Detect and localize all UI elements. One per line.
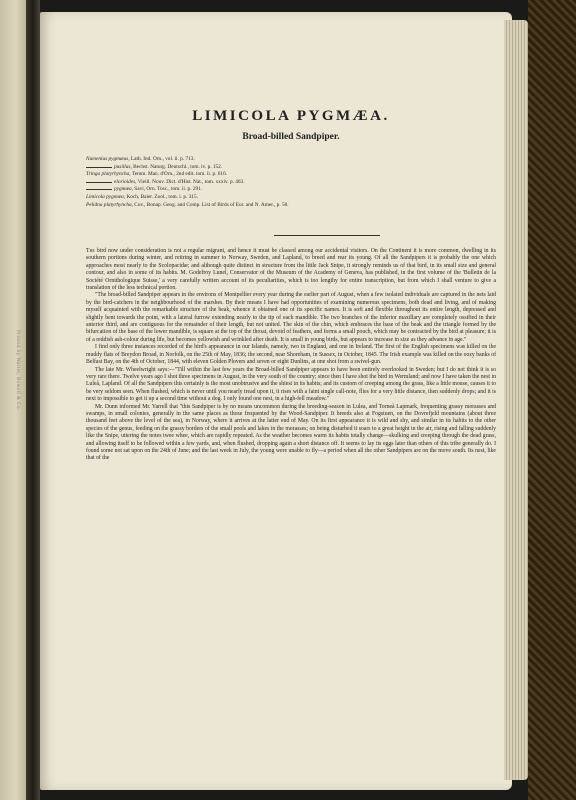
ditto-dash bbox=[86, 164, 112, 168]
synonym-entry bbox=[86, 179, 496, 187]
synonym-name: Pelidna platyrhyncha, bbox=[86, 201, 133, 208]
synonym-reference: Lath. Ind. Orn., vol. ii. p. 713. bbox=[129, 156, 195, 162]
body-paragraph bbox=[86, 292, 496, 344]
paragraph-text: Mr. Dunn informed Mr. Yarrell that "this Sandpiper is by no means uncommon during the breeding-season in Lulea, and Torneå Lapmark, frequenting grassy morasses and swamps, in small colonies, generally in the same places as those frequented by the Wood-Sandpiper. It breeds also at Fogstuen, on the Dovrefjeld mountains (about three thousand feet above the level of the sea), in Norway, where it arrives at the latter end of May. On its first appearance it is wild and shy, and similar in its habits to the other species of the genus, feeding on the grassy borders of the small pools and lakes in the morasses; on being disturbed it soars to a great height in the air, rising and falling suddenly like the Snipe, uttering the notes twee whee, which are rapidly repeated. As the weather becomes warm its habits totally change—skulking and creeping through the dead grass, and allowing itself to be followed within a few yards, and, when flushed, dropping again a short distance off. It seems to lay its eggs later than others of this tribe generally do. I found some not sat upon on the 24th of June; and the last week in July, the young were unable to fly—a period when all the other Sandpipers are on the move south. Its nest, like that of the bbox=[86, 403, 496, 462]
body-paragraph bbox=[86, 344, 496, 366]
synonym-reference: Koch, Baier. Zool., tom. i. p. 315. bbox=[125, 193, 198, 200]
synonym-reference: Temm. Man. d'Orn., 2nd edit. tom. ii. p. 616. bbox=[130, 171, 228, 178]
synonym-name: Tringa platyrhyncha, bbox=[86, 171, 131, 178]
section-divider bbox=[274, 235, 380, 236]
paragraph-text: I find only three instances recorded of the bird's appearance in our Islands, namely, two in England, and one in Ireland. The first of the English specimens was killed on the muddy flats of Breydon Broad, in Norfolk, on the 25th of May, 1836; the second, near Shoreham, in Sussex, in October, 1845. The Irish example was killed on the oozy banks of Belfast Bay, on the 4th of October, 1844, with eleven Golden Plovers and seven or eight Dunlins, at one shot from a swivel-gun. bbox=[86, 344, 496, 366]
opening-word: The bbox=[86, 248, 95, 254]
synonym-entry bbox=[86, 164, 496, 172]
page-edges bbox=[504, 20, 528, 780]
synonym-reference: Cuv., Bonap. Geog. and Comp. List of Birds of Eur. and N. Amer., p. 50. bbox=[132, 201, 289, 208]
synonym-name: elorioides, bbox=[114, 178, 137, 185]
synonym-entry bbox=[86, 194, 496, 202]
synonym-name: pusillus, bbox=[114, 163, 132, 170]
ditto-dash bbox=[86, 186, 112, 190]
synonym-entry bbox=[86, 186, 496, 194]
synonym-list bbox=[86, 156, 496, 209]
synonym-name: pygmæa, bbox=[114, 186, 133, 193]
synonym-reference: Vieill. Nouv. Dict. d'Hist. Nat., tom. xxxiv. p. 463. bbox=[136, 178, 245, 185]
left-page-edge bbox=[0, 0, 26, 800]
page-title: LIMICOLA PYGMÆA. bbox=[192, 108, 390, 124]
book-cover-edge bbox=[528, 0, 576, 800]
synonym-reference: Savi, Orn. Tosc., tom. ii. p. 291. bbox=[132, 186, 203, 193]
paragraph-text: bird now under consideration is not a regular migrant, and hence it must be classed among our accidental visitors. On the Continent it is more common, dwelling in its southern portions during winter, and retiring in summer to Norway, Sweden, and Lapland, to breed and rear its young. Of all the Sandpipers it is probably the one which approaches most nearly to the Scolopacidæ; and although quite distinct in structure from the little Jack Snipe, it strongly reminds us of that bird, in its small size and general contour, and also in some of its habits. M. Godefroy Lunel, Conservator of the Museum of the Academy of Geneva, has published, in the first volume of the 'Bulletin de la Société Ornithologique Suisse,' a very carefully written account of its peculiarities, which is too lengthy for entire transcription, but from which I shall venture to give a translation of the less technical portion. bbox=[86, 248, 496, 292]
paragraph-text: "The broad-billed Sandpiper appears in the environs of Montpellier every year during the earlier part of August, when a few isolated individuals are captured in the nets laid by the bird-catchers in the neighbourhood of the marshes. By their means I have had opportunities of examining numerous specimens, both dead and living, and of making myself acquainted with the remarkable structure of the beak, whence it obtained one of its specific names. It is soft and flexible throughout its entire length, depressed and slightly bent towards the point, with a lateral furrow extending nearly to the tip of each mandible. The two branches of the inferior maxillary are completely ossified in their anterior third, and are contiguous for the remainder of their length, but not united. The skin of the chin, which embraces the base of the beak and the triangle formed by the bifurcation of the base of the lower mandible, is square at the top of the throat, devoid of feathers, and forms a small pouch, which may be contracted by the bird at pleasure; it is of a reddish ash-colour during life, but becomes yellowish and wrinkled after death. It is small in young birds, but appears to increase in size as they advance in age." bbox=[86, 292, 496, 343]
synonym-name: Limicola pygmæa, bbox=[86, 193, 126, 200]
ditto-dash bbox=[86, 179, 112, 183]
book-gutter bbox=[26, 0, 40, 800]
page-subtitle: Broad-billed Sandpiper. bbox=[242, 132, 340, 142]
synonym-entry bbox=[86, 156, 496, 164]
left-page-imprint: Printed by Walter, Bowell & Co. bbox=[15, 330, 20, 411]
body-paragraph bbox=[86, 404, 496, 463]
body-paragraph bbox=[86, 367, 496, 404]
paragraph-text: The late Mr. Wheelwright says:—"Till within the last few years the Broad-billed Sandpiper appears to have been entirely overlooked in Sweden; but I do not think it is so very rare there. Twelve years ago I shot three specimens in August, in the very south of the country; since then I have shot the bird in Wermland; and now I have taken the nest in Luleå, Lapland. Of all the Sandpipers this certainly is the most unobtrusive and the shiest in its habits; and its custom of creeping among the grass, like a little mouse, causes it to be very seldom seen. When flushed, which is never until you nearly tread upon it, it rises with a faint single call-note, flies for a very little distance, then suddenly drops; and it is next to impossible to get it up a second time without a dog. I only found one nest, in a high-fell meadow." bbox=[86, 366, 496, 403]
body-text bbox=[86, 248, 496, 463]
synonym-name: Numenius pygmæus, bbox=[86, 156, 130, 162]
synonym-entry bbox=[86, 202, 496, 210]
body-paragraph bbox=[86, 248, 496, 292]
synonym-reference: Bechst. Naturg. Deutschl., tom. iv. p. 152. bbox=[131, 163, 223, 170]
synonym-entry bbox=[86, 171, 496, 179]
